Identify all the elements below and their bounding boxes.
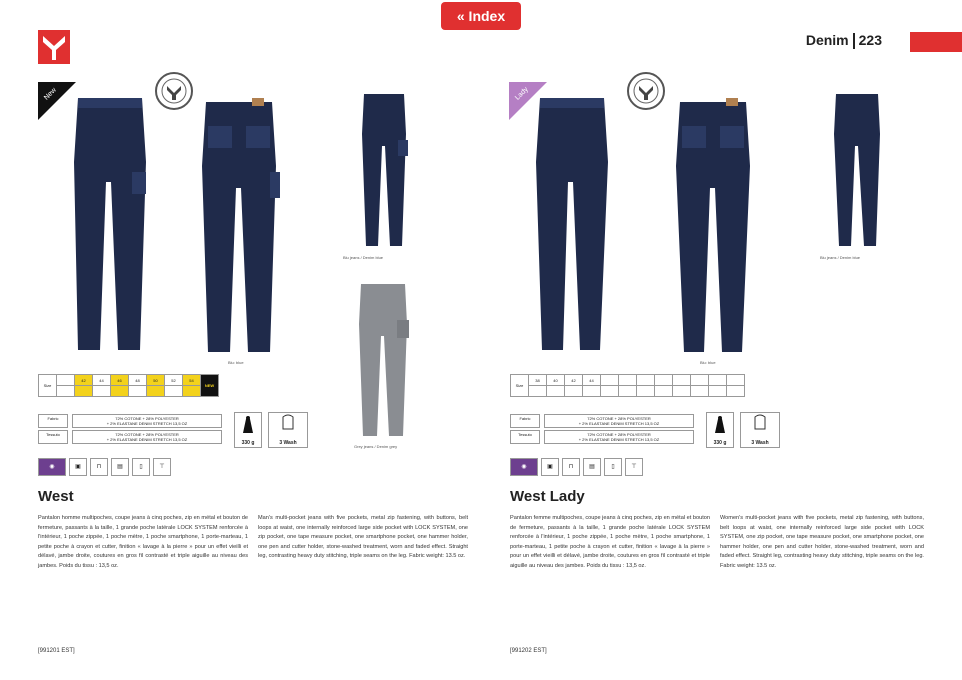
wash-icon [268, 412, 308, 448]
wash-icon [740, 412, 780, 448]
page-header [806, 32, 882, 49]
tape-icon: ▤ [111, 458, 129, 476]
brand-logo [38, 30, 70, 64]
variant-caption-grey: Grey jeans / Denim grey [354, 444, 398, 449]
jeans-back-image [672, 96, 754, 356]
size-cell: 38 [529, 375, 547, 386]
description-french: Pantalon homme multipoches, coupe jeans à cinq poches, zip en métal et bouton de fermeture, passants à la taille, 1 grande poche latérale LOCK SYSTEM renforcée à l'intérieur, 1 poche zippée, 1 poche mètre, 1 poche smartphone, 1 porte-marteau, 1 petite poche à crayon et cutter, finition « lavage à la pierre » pour un effet vieilli et délavé, jambe droite, coutures en gros fil contrasté et triple aiguille au niveau des jambes. Poids du tissu : 13,5 oz. [38, 515, 248, 569]
feature-icon: ◉ [510, 458, 538, 476]
size-cell: 54 [183, 375, 201, 386]
fabric-line: + 2% ELASTANE DENIM STRETCH 13,5 OZ [106, 421, 188, 426]
size-cell: 52 [165, 375, 183, 386]
fabric-label: Fabric [38, 414, 68, 428]
wash-label: 3 Wash [279, 440, 297, 446]
weight-icon [234, 412, 262, 448]
tessuto-text [72, 430, 222, 444]
fabric-text [544, 414, 694, 428]
tessuto-label: Tessuto [510, 430, 540, 444]
new-badge: NEW [201, 375, 219, 397]
fabric-text [72, 414, 222, 428]
hammer-icon: ⊤ [153, 458, 171, 476]
jeans-front-image [532, 92, 612, 354]
description-english: Women's multi-pocket jeans with five pockets, metal zip fastening, with buttons, belt loops at waist, one internally reinforced large side pocket with LOCK SYSTEM, one zip pocket, one tape measure pocket, one smartphone pocket, one hammer holder, one pen and cutter holder, stone-washed treatment, worn and faded effect. Straight leg, contrasting heavy duty stitching, triple seams on the leg. Fabric weight: 13.5 oz. [720, 515, 924, 569]
size-cell [727, 375, 745, 386]
size-cell: 44 [93, 375, 111, 386]
label-seal-icon [627, 72, 665, 110]
jeans-front-image [70, 92, 150, 354]
hammer-icon: ⊤ [625, 458, 643, 476]
tessuto-text [544, 430, 694, 444]
size-cell: 42 [565, 375, 583, 386]
view-caption: Blu: blue [228, 360, 244, 365]
size-cell: 48 [129, 375, 147, 386]
zip-icon: ⊓ [90, 458, 108, 476]
size-cell: 40 [547, 375, 565, 386]
size-cell: 42 [75, 375, 93, 386]
size-cell: 44 [583, 375, 601, 386]
fabric-label: Fabric [510, 414, 540, 428]
tessuto-line: + 2% ELASTANE DENIM STRETCH 13,5 OZ [106, 437, 188, 442]
size-cell [601, 375, 619, 386]
phone-icon: ▯ [604, 458, 622, 476]
size-cell: 50 [147, 375, 165, 386]
tessuto-line: 72% COTONE + 28% POLYESTER [115, 432, 179, 437]
tape-icon: ▤ [583, 458, 601, 476]
weight-label: 330 g [241, 440, 255, 446]
size-cell [57, 375, 75, 386]
size-table [38, 374, 219, 397]
index-button[interactable]: « Index [441, 2, 521, 30]
fabric-line: 72% COTONE + 28% POLYESTER [587, 416, 651, 421]
size-cell [655, 375, 673, 386]
page-number: 223 [858, 32, 882, 48]
size-cell: 46 [111, 375, 129, 386]
product-code: [991202 EST] [510, 648, 547, 654]
jeans-blue-variant-image [358, 90, 410, 250]
description-english: Man's multi-pocket jeans with five pockets, metal zip fastening, with buttons, belt loops at waist, one internally reinforced large side pocket with LOCK SYSTEM, one zip pocket, one tape measure pocket, one smartphone pocket, one hammer holder, one pen and cutter holder, stone-washed treatment, worn and faded effect. Straight leg, contrasting heavy duty stitching, triple seams on the leg. Fabric weight: 13.5 oz. [258, 515, 468, 559]
size-cell [673, 375, 691, 386]
tessuto-label: Tessuto [38, 430, 68, 444]
fabric-line: 72% COTONE + 28% POLYESTER [115, 416, 179, 421]
tessuto-line: 72% COTONE + 28% POLYESTER [587, 432, 651, 437]
size-cell [709, 375, 727, 386]
product-title: West [38, 488, 74, 505]
view-caption: Blu: blue [700, 360, 716, 365]
fabric-line: + 2% ELASTANE DENIM STRETCH 13,5 OZ [578, 421, 660, 426]
jeans-grey-variant-image [355, 280, 411, 440]
jeans-blue-variant-image [830, 90, 884, 250]
description-french: Pantalon femme multipoches, coupe jeans à cinq poches, zip en métal et bouton de fermeture, passants à la taille, 1 grande poche latérale LOCK SYSTEM renforcée à l'intérieur, 1 poche zippée, 1 poche mètre, 1 poche smartphone, 1 porte-marteau, 1 petite poche à crayon et cutter, finition « lavage à la pierre » pour un effet vieilli et délavé, jambe droite, coutures en gros fil contrasté et triple aiguille au niveau des jambes. Poids du tissu : 13,5 oz. [510, 515, 710, 569]
size-label: Size [39, 375, 57, 397]
feature-icons [510, 455, 646, 476]
weight-label: 330 g [713, 440, 727, 446]
size-cell [637, 375, 655, 386]
variant-caption-blue: Blu jeans / Denim blue [820, 255, 861, 260]
phone-icon: ▯ [132, 458, 150, 476]
section-title: Denim [805, 32, 849, 48]
jeans-back-image [198, 96, 280, 356]
feature-icon: ◉ [38, 458, 66, 476]
badge-label: New [43, 86, 58, 102]
product-title: West Lady [510, 488, 585, 505]
header-divider [853, 33, 855, 49]
product-code: [991201 EST] [38, 648, 75, 654]
badge-label: Lady [514, 85, 530, 102]
label-seal-icon [155, 72, 193, 110]
pocket-icon: ▣ [69, 458, 87, 476]
size-label: Size [511, 375, 529, 397]
zip-icon: ⊓ [562, 458, 580, 476]
pocket-icon: ▣ [541, 458, 559, 476]
wash-label: 3 Wash [751, 440, 769, 446]
weight-icon [706, 412, 734, 448]
tessuto-line: + 2% ELASTANE DENIM STRETCH 13,5 OZ [578, 437, 660, 442]
size-table [510, 374, 745, 397]
header-accent-bar [910, 32, 962, 52]
size-cell [619, 375, 637, 386]
variant-caption-blue: Blu jeans / Denim blue [343, 255, 384, 260]
feature-icons [38, 455, 174, 476]
size-cell [691, 375, 709, 386]
